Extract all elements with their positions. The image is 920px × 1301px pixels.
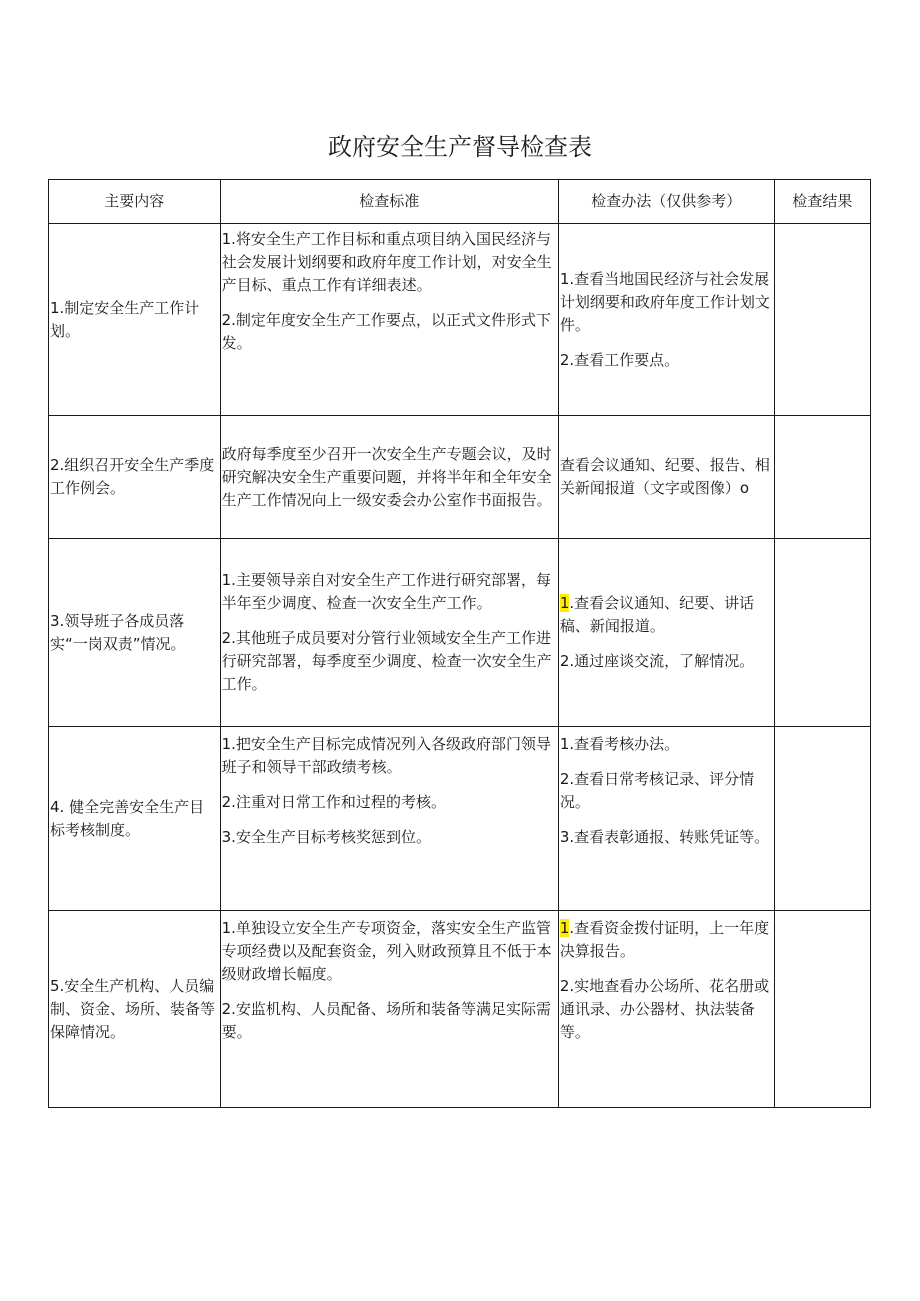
- row-content: [49, 539, 221, 727]
- content-text: 4. 健全完善安全生产目标考核制度。: [50, 797, 205, 839]
- row-standard: [220, 727, 558, 911]
- method-item: [560, 592, 773, 638]
- row-standard: [220, 539, 558, 727]
- header-method: 检查办法（仅供参考）: [558, 180, 774, 224]
- standard-item: 2.制定年度安全生产工作要点，以正式文件形式下发。: [221, 311, 551, 352]
- row-standard: [220, 416, 558, 539]
- method-item: 3.查看表彰通报、转账凭证等。: [559, 828, 770, 846]
- row-method: [558, 539, 774, 727]
- row-method: [558, 911, 774, 1108]
- row-result[interactable]: [774, 727, 870, 911]
- row-result[interactable]: [774, 539, 870, 727]
- row-result[interactable]: [774, 911, 870, 1108]
- table-row: [49, 539, 871, 727]
- standard-item: 1.主要领导亲自对安全生产工作进行研究部署，每半年至少调度、检查一次安全生产工作。: [221, 571, 551, 612]
- row-content: [49, 416, 221, 539]
- method-item: 2.查看工作要点。: [559, 350, 680, 369]
- method-item: 2.实地查看办公场所、花名册或通讯录、办公器材、执法装备等。: [559, 977, 770, 1041]
- header-result: 检查结果: [774, 180, 870, 224]
- row-method: [558, 727, 774, 911]
- method-item: 2.通过座谈交流，了解情况。: [559, 652, 755, 670]
- row-content: [49, 727, 221, 911]
- row-result[interactable]: [774, 224, 870, 416]
- row-standard: [220, 224, 558, 416]
- highlight-mark: 1: [559, 594, 570, 612]
- standard-item: 1.把安全生产目标完成情况列入各级政府部门领导班子和领导干部政绩考核。: [221, 735, 551, 776]
- page-title: 政府安全生产督导检查表: [328, 133, 592, 161]
- standard-item: 1.将安全生产工作目标和重点项目纳入国民经济与社会发展计划纲要和政府年度工作计划，对安全生产目标、重点工作有详细表述。: [221, 230, 552, 294]
- standard-item: 政府每季度至少召开一次安全生产专题会议，及时研究解决安全生产重要问题，并将半年和全年安全生产工作情况向上一级安委会办公室作书面报告。: [221, 444, 552, 509]
- header-content: 主要内容: [49, 180, 221, 224]
- row-standard: [220, 911, 558, 1108]
- standard-item: 2.其他班子成员要对分管行业领域安全生产工作进行研究部署，每季度至少调度、检查一次安全生产工作。: [221, 629, 552, 693]
- content-text: 1.制定安全生产工作计划。: [50, 298, 200, 340]
- row-method: [558, 416, 774, 539]
- standard-item: 3.安全生产目标考核奖惩到位。: [221, 828, 431, 846]
- table-row: [49, 416, 871, 539]
- table-row: [49, 224, 871, 416]
- content-text: 2.组织召开安全生产季度工作例会。: [50, 456, 215, 497]
- header-standard: 检查标准: [220, 180, 558, 224]
- row-method: [558, 224, 774, 416]
- method-item-text: .查看会议通知、纪要、讲话稿、新闻报道。: [559, 594, 755, 635]
- standard-item: 2.注重对日常工作和过程的考核。: [221, 793, 446, 811]
- method-item: 查看会议通知、纪要、报告、相关新闻报道（文字或图像）o: [559, 456, 770, 497]
- row-content: [49, 911, 221, 1108]
- method-item: [560, 917, 773, 963]
- standard-item: 2.安监机构、人员配备、场所和装备等满足实际需要。: [221, 1000, 551, 1041]
- method-item: 1.查看考核办法。: [559, 735, 680, 753]
- method-item-text: .查看资金拨付证明，上一年度决算报告。: [559, 919, 770, 960]
- row-content: [49, 224, 221, 416]
- highlight-mark: 1: [559, 919, 570, 937]
- row-result[interactable]: [774, 416, 870, 539]
- table-row: [49, 911, 871, 1108]
- content-text: 3.领导班子各成员落实“一岗双责”情况。: [50, 611, 186, 653]
- table-header-row: [49, 180, 871, 224]
- method-item: 1.查看当地国民经济与社会发展计划纲要和政府年度工作计划文件。: [559, 269, 770, 334]
- standard-item: 1.单独设立安全生产专项资金，落实安全生产监管专项经费以及配套资金，列入财政预算且不低于本级财政增长幅度。: [221, 919, 552, 983]
- inspection-table: [48, 179, 871, 1108]
- content-text: 5.安全生产机构、人员编制、资金、场所、装备等保障情况。: [50, 976, 216, 1041]
- method-item: 2.查看日常考核记录、评分情况。: [559, 770, 755, 811]
- table-row: [49, 727, 871, 911]
